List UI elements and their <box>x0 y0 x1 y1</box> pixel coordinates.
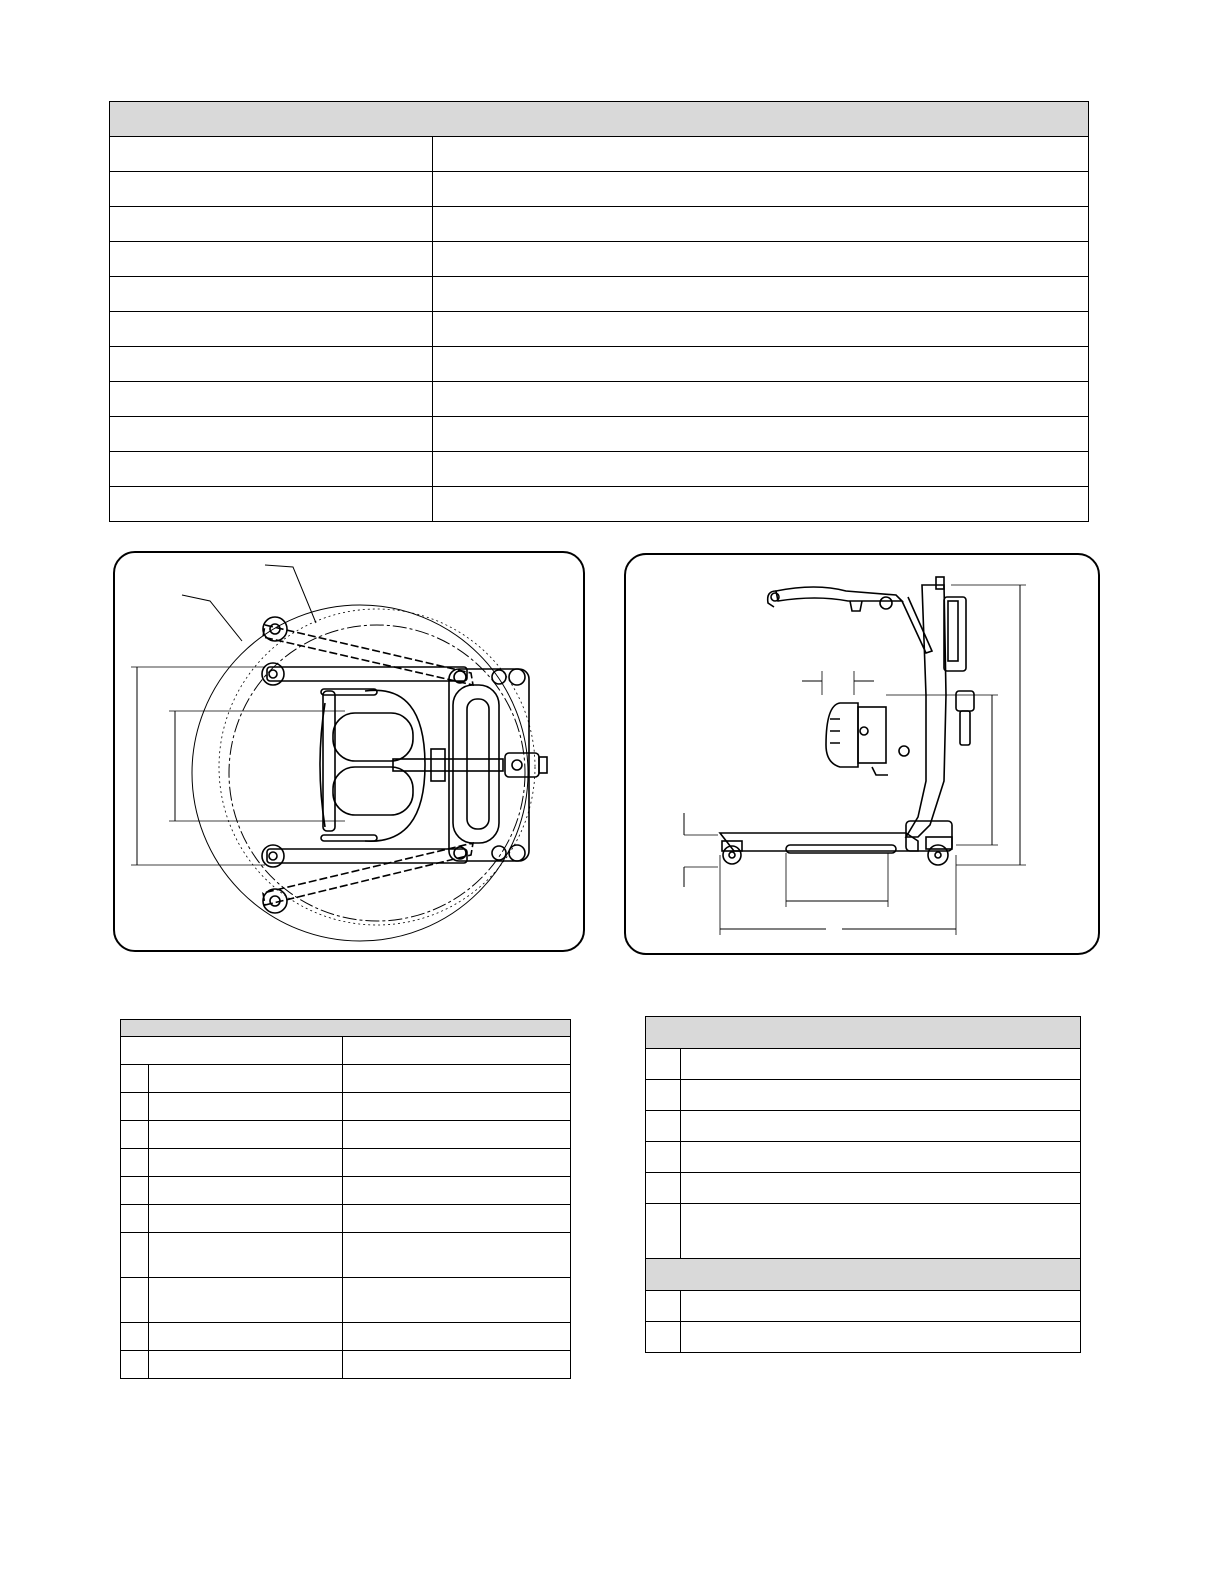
item-key <box>646 1173 681 1204</box>
row-key <box>121 1233 149 1278</box>
row-key <box>121 1205 149 1233</box>
splayed-leg-lower <box>263 843 473 913</box>
row-key <box>121 1065 149 1093</box>
boom-arm <box>393 749 547 781</box>
list-item <box>646 1049 1081 1080</box>
spec-value <box>433 487 1089 522</box>
item-key <box>646 1322 681 1353</box>
item-text <box>681 1111 1081 1142</box>
options-header <box>646 1259 1081 1291</box>
side-view-drawing <box>626 555 1098 953</box>
row-value <box>343 1278 571 1323</box>
row-value <box>343 1233 571 1278</box>
row-value <box>343 1205 571 1233</box>
side-view-drawing-panel <box>624 553 1100 955</box>
row-label <box>149 1065 343 1093</box>
spec-row <box>110 277 1089 312</box>
spec-label <box>110 242 433 277</box>
list-item <box>646 1322 1081 1353</box>
row-value <box>343 1351 571 1379</box>
splayed-leg-upper <box>263 617 473 685</box>
features-table <box>645 1016 1081 1353</box>
front-caster <box>722 841 742 864</box>
table-row <box>121 1121 571 1149</box>
outer-circle-leader <box>182 595 242 641</box>
row-key <box>121 1149 149 1177</box>
spec-value <box>433 207 1089 242</box>
row-key <box>121 1121 149 1149</box>
spec-label <box>110 172 433 207</box>
spec-label <box>110 347 433 382</box>
row-key <box>121 1323 149 1351</box>
spec-label <box>110 137 433 172</box>
spec-row <box>110 207 1089 242</box>
list-item <box>646 1173 1081 1204</box>
item-text <box>681 1204 1081 1259</box>
row-label <box>149 1149 343 1177</box>
spec-value <box>433 452 1089 487</box>
spec-label <box>110 207 433 242</box>
dimensions-subheader <box>121 1037 571 1065</box>
item-text <box>681 1173 1081 1204</box>
table-row <box>121 1065 571 1093</box>
item-key <box>646 1111 681 1142</box>
list-item <box>646 1204 1081 1259</box>
item-key <box>646 1080 681 1111</box>
closed-leg-lower <box>262 845 525 867</box>
closed-leg-upper <box>262 663 525 685</box>
dimensions-table <box>120 1019 571 1379</box>
top-view-drawing <box>115 553 583 950</box>
dimensions-header <box>121 1020 571 1037</box>
specifications-header <box>110 102 1089 137</box>
table-row <box>121 1233 571 1278</box>
item-text <box>681 1142 1081 1173</box>
item-text <box>681 1291 1081 1322</box>
spec-row <box>110 242 1089 277</box>
spec-value <box>433 137 1089 172</box>
dimensions-subheader-right <box>343 1037 571 1065</box>
row-label <box>149 1205 343 1233</box>
spec-row <box>110 417 1089 452</box>
list-item <box>646 1142 1081 1173</box>
spec-row <box>110 347 1089 382</box>
row-label <box>149 1323 343 1351</box>
spec-value <box>433 172 1089 207</box>
item-text <box>681 1080 1081 1111</box>
knee-pad <box>826 703 909 775</box>
row-label <box>149 1351 343 1379</box>
spec-label <box>110 452 433 487</box>
row-key <box>121 1278 149 1323</box>
table-row <box>121 1149 571 1177</box>
table-row <box>121 1278 571 1323</box>
spec-value <box>433 312 1089 347</box>
dimensions-subheader-left <box>121 1037 343 1065</box>
row-value <box>343 1323 571 1351</box>
item-key <box>646 1142 681 1173</box>
spec-value <box>433 242 1089 277</box>
top-view-drawing-panel <box>113 551 585 952</box>
row-key <box>121 1351 149 1379</box>
spec-value <box>433 417 1089 452</box>
table-row <box>121 1177 571 1205</box>
spec-row <box>110 172 1089 207</box>
spec-label <box>110 382 433 417</box>
list-item <box>646 1080 1081 1111</box>
handle-lower <box>321 835 377 841</box>
item-text <box>681 1049 1081 1080</box>
row-value <box>343 1149 571 1177</box>
outer-turning-circle <box>192 605 528 941</box>
row-value <box>343 1177 571 1205</box>
features-header <box>646 1017 1081 1049</box>
item-key <box>646 1049 681 1080</box>
spec-value <box>433 347 1089 382</box>
spec-label <box>110 312 433 347</box>
spec-label <box>110 277 433 312</box>
row-label <box>149 1278 343 1323</box>
table-row <box>121 1351 571 1379</box>
row-key <box>121 1177 149 1205</box>
mast <box>906 577 966 837</box>
row-value <box>343 1093 571 1121</box>
row-label <box>149 1121 343 1149</box>
lift-boom <box>768 587 932 653</box>
spec-value <box>433 382 1089 417</box>
item-key <box>646 1204 681 1259</box>
row-value <box>343 1065 571 1093</box>
spec-row <box>110 382 1089 417</box>
specifications-table <box>109 101 1089 522</box>
spec-label <box>110 417 433 452</box>
row-label <box>149 1233 343 1278</box>
spec-value <box>433 277 1089 312</box>
spec-row <box>110 487 1089 522</box>
table-row <box>121 1093 571 1121</box>
list-item <box>646 1111 1081 1142</box>
row-label <box>149 1177 343 1205</box>
inner-circle-leader <box>265 565 316 623</box>
spec-row <box>110 452 1089 487</box>
spec-label <box>110 487 433 522</box>
spec-row <box>110 137 1089 172</box>
table-row <box>121 1323 571 1351</box>
row-label <box>149 1093 343 1121</box>
list-item <box>646 1291 1081 1322</box>
item-key <box>646 1291 681 1322</box>
item-text <box>681 1322 1081 1353</box>
row-key <box>121 1093 149 1121</box>
spec-row <box>110 312 1089 347</box>
hand-control <box>956 691 974 745</box>
footplate <box>320 690 425 841</box>
row-value <box>343 1121 571 1149</box>
table-row <box>121 1205 571 1233</box>
